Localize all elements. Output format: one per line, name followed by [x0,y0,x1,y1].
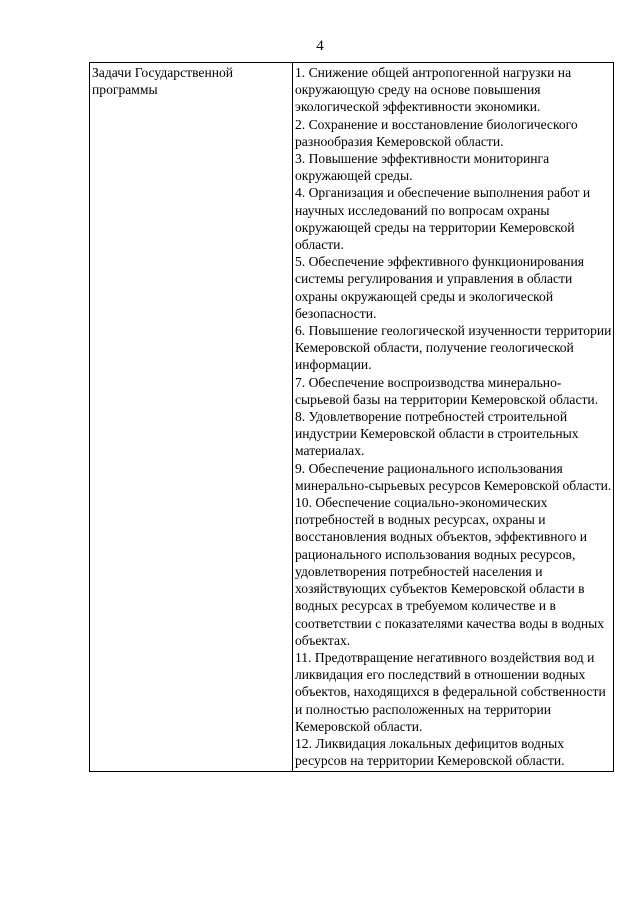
task-item: 3. Повышение эффективности мониторинга окружающей среды. [295,151,550,184]
row-label: Задачи Государственной программы [92,65,234,98]
task-item: 2. Сохранение и восстановление биологического разнообразия Кемеровской области. [295,116,578,149]
task-item: 10. Обеспечение социально-экономических потребностей в водных ресурсах, охраны и восстановления водных объектов, эффективного и рационального использования водных ресурсов, удовлетворения потребностей населения и хозяйствующих субъектов Кемеровской области в водных ресурсах в требуемом количестве и в соответствии с показателями качества воды в водных объектах. [295,495,605,648]
task-item: 8. Удовлетворение потребностей строительной индустрии Кемеровской области в строительных материалах. [295,409,579,459]
task-item: 4. Организация и обеспечение выполнения работ и научных исследований по вопросам охраны окружающей среды на территории Кемеровской области. [295,185,591,253]
task-item: 5. Обеспечение эффективного функционирования системы регулирования и управления в области охраны окружающей среды и экологической безопасности. [295,254,584,321]
row-label-cell [90,63,293,772]
task-item: 12. Ликвидация локальных дефицитов водных ресурсов на территории Кемеровской области. [295,735,565,769]
page-number: 4 [316,38,324,54]
task-item: 7. Обеспечение воспроизводства минерально-сырьевой базы на территории Кемеровской области. [295,374,599,407]
task-item: 9. Обеспечение рационального использования минерально-сырьевых ресурсов Кемеровской области. [295,460,612,493]
tasks-cell [293,63,614,772]
task-item: 6. Повышение геологической изученности территории Кемеровской области, получение геологической информации. [295,323,612,373]
task-item: 1. Снижение общей антропогенной нагрузки на окружающую среду на основе повышения экологической эффективности экономики. [295,65,572,115]
table-row [90,63,614,772]
task-item: 11. Предотвращение негативного воздействия вод и ликвидация его последствий в отношении водных объектов, находящихся в федеральной собственности и полностью расположенных на территории Кемеровской области. [295,649,606,734]
program-table [89,62,614,772]
